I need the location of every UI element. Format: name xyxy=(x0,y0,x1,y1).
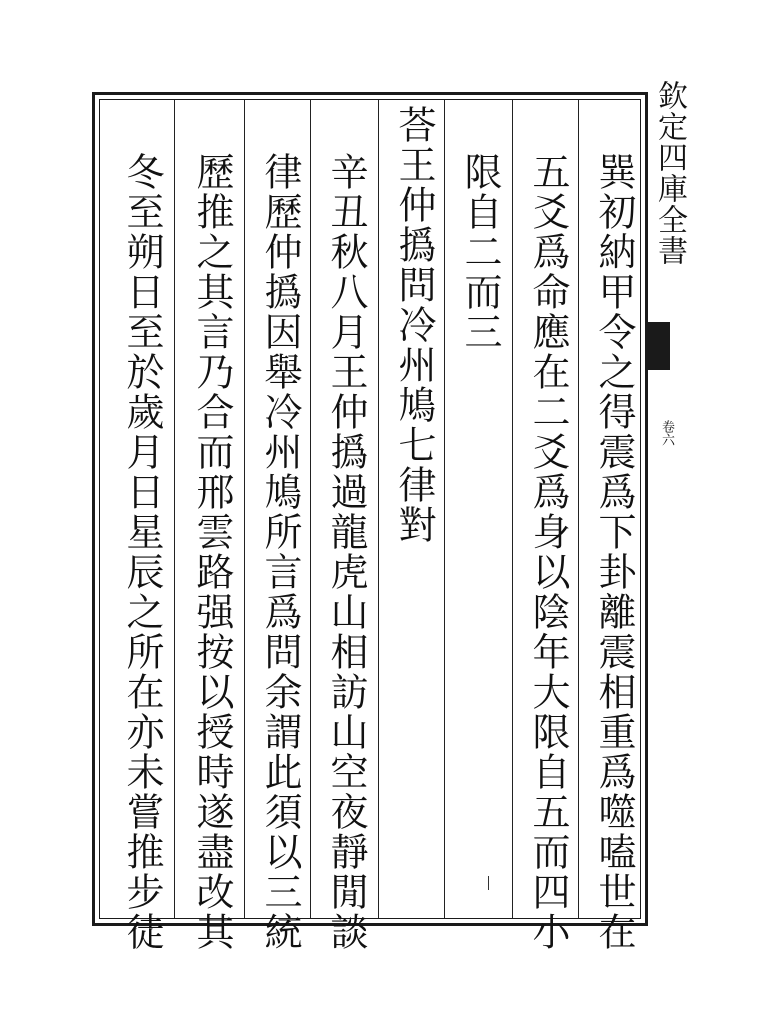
text-column-3: 限自二而三 xyxy=(458,152,502,352)
column-rule xyxy=(444,100,445,918)
text-column-5: 辛丑秋八月王仲撝過龍虎山相訪山空夜靜閒談 xyxy=(324,152,368,952)
column-rule xyxy=(174,100,175,918)
column-rule xyxy=(578,100,579,918)
text-column-7: 歷推之其言乃合而邢雲路强按以授時遂盡改其 xyxy=(190,152,234,952)
margin-book-title: 欽定四庫全書 xyxy=(652,80,687,266)
column-rule xyxy=(244,100,245,918)
text-column-8: 冬至朔日至於歲月日星辰之所在亦未嘗推步徒 xyxy=(120,152,164,952)
ink-mark xyxy=(488,876,489,890)
text-column-2: 五爻爲命應在二爻爲身以陰年大限自五而四小 xyxy=(526,152,570,952)
essay-title-column: 荅王仲撝問冷州鳩七律對 xyxy=(392,105,436,545)
column-rule xyxy=(512,100,513,918)
margin-volume-label: 卷六 xyxy=(659,420,674,446)
column-rule xyxy=(378,100,379,918)
margin-black-block xyxy=(648,322,670,370)
text-column-6: 律歷仲撝因舉冷州鳩所言爲問余謂此須以三統 xyxy=(258,152,302,952)
column-rule xyxy=(310,100,311,918)
text-column-1: 巽初納甲令之得震爲下卦離震相重爲噬嗑世在 xyxy=(592,152,636,952)
